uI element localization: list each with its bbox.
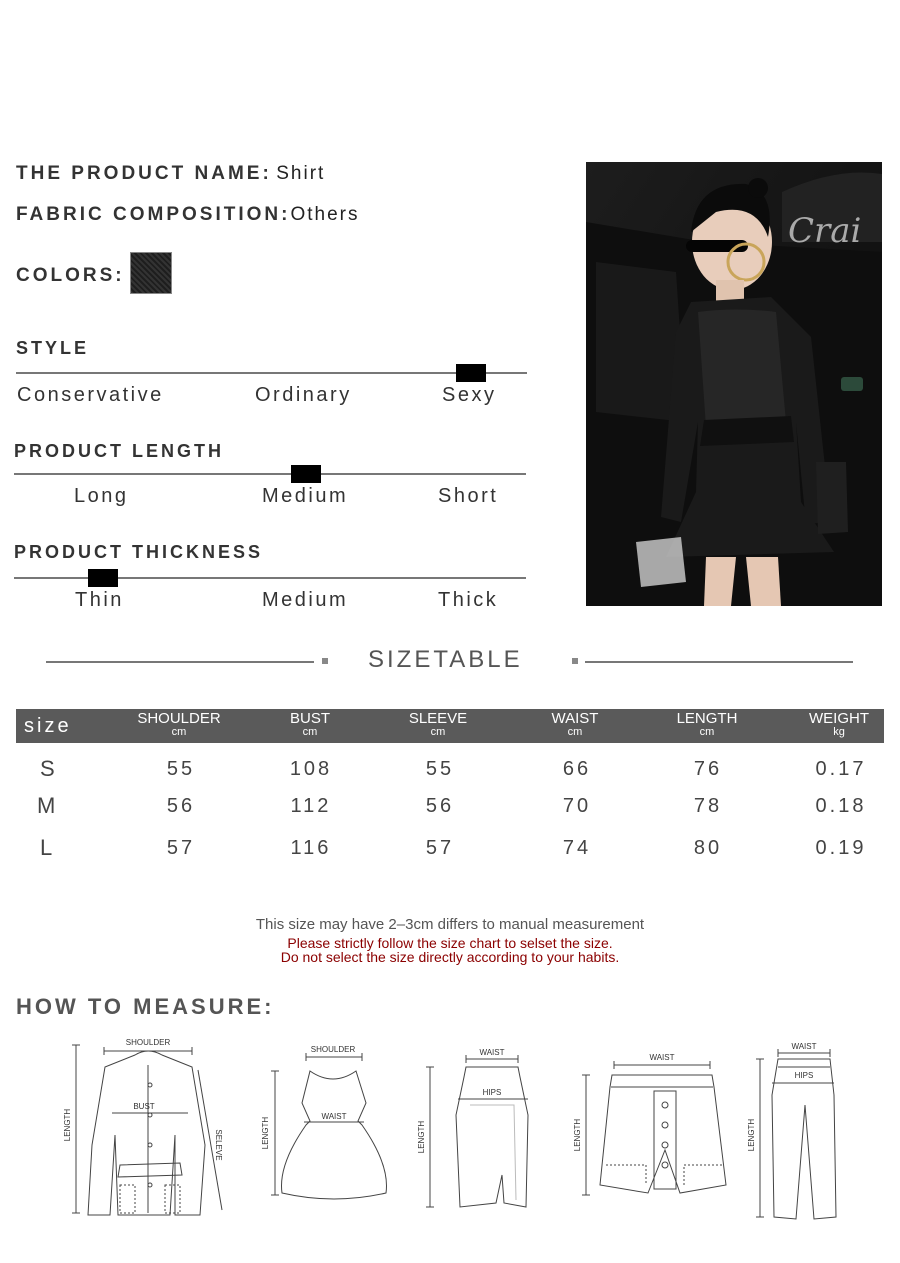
color-swatch-black[interactable] xyxy=(130,252,172,294)
shirt-shoulder-label: SHOULDER xyxy=(125,1038,171,1047)
table-cell: 76 xyxy=(693,758,723,780)
table-cell: 55 xyxy=(166,758,196,780)
shirt-bust-label: BUST xyxy=(133,1102,155,1111)
table-cell: 56 xyxy=(425,795,455,817)
length-scale-line xyxy=(14,473,526,475)
thickness-option-thin: Thin xyxy=(75,589,124,611)
table-cell: 80 xyxy=(693,837,723,859)
how-to-measure-title: HOW TO MEASURE: xyxy=(16,994,275,1019)
table-cell: 57 xyxy=(425,837,455,859)
shorts-length-label: LENGTH xyxy=(573,1118,582,1152)
thickness-title: PRODUCT THICKNESS xyxy=(14,542,264,562)
style-title: STYLE xyxy=(16,338,90,358)
sizetable-divider-left xyxy=(46,661,314,663)
fabric-value: Others xyxy=(290,204,360,225)
length-title: PRODUCT LENGTH xyxy=(14,441,224,461)
length-option-long: Long xyxy=(74,485,129,507)
table-cell: 56 xyxy=(166,795,196,817)
model-illustration xyxy=(586,162,882,606)
product-name-row xyxy=(16,163,325,185)
table-cell: 0.17 xyxy=(815,758,867,780)
sign-text: Crai xyxy=(788,211,862,251)
size-table-header xyxy=(16,709,884,743)
header-size: size xyxy=(24,715,72,737)
colors-label: COLORS: xyxy=(16,265,125,286)
product-name-value: Shirt xyxy=(276,163,326,184)
warning-note-2: Do not select the size directly according to your habits. xyxy=(280,949,620,965)
size-label: S xyxy=(40,756,55,781)
table-cell: 66 xyxy=(562,758,592,780)
measure-diagrams xyxy=(0,1025,900,1255)
table-cell: 70 xyxy=(562,795,592,817)
skirt-waist-label: WAIST xyxy=(479,1048,505,1057)
size-label: L xyxy=(40,835,53,860)
table-cell: 0.19 xyxy=(815,837,867,859)
dress-diagram xyxy=(271,1053,387,1199)
header-weight: WEIGHT kg xyxy=(809,710,869,738)
pants-waist-label: WAIST xyxy=(791,1042,817,1051)
sizetable-dot-right xyxy=(572,658,578,664)
product-name-label: THE PRODUCT NAME: xyxy=(16,163,272,184)
skirt-diagram xyxy=(426,1055,528,1207)
table-cell: 57 xyxy=(166,837,196,859)
shorts-diagram xyxy=(582,1061,726,1195)
thickness-option-medium: Medium xyxy=(262,589,349,611)
style-option-ordinary: Ordinary xyxy=(255,384,352,406)
header-waist: WAIST cm xyxy=(551,710,599,738)
table-cell: 0.18 xyxy=(815,795,867,817)
style-option-conservative: Conservative xyxy=(17,384,164,406)
header-shoulder: SHOULDER cm xyxy=(137,710,221,738)
sizetable-title: SIZETABLE xyxy=(368,646,523,673)
table-cell: 116 xyxy=(290,837,332,859)
style-scale-line xyxy=(16,372,527,374)
fabric-label: FABRIC COMPOSITION: xyxy=(16,204,291,225)
thickness-marker[interactable] xyxy=(88,569,118,587)
shirt-length-label: LENGTH xyxy=(63,1108,72,1142)
pants-length-label: LENGTH xyxy=(747,1118,756,1152)
dress-length-label: LENGTH xyxy=(261,1116,270,1150)
header-length: LENGTH cm xyxy=(676,710,738,738)
dress-shoulder-label: SHOULDER xyxy=(310,1045,356,1054)
skirt-length-label: LENGTH xyxy=(417,1120,426,1154)
pants-hips-label: HIPS xyxy=(794,1071,814,1080)
warning-note-1: Please strictly follow the size chart to selset the size. xyxy=(287,935,613,951)
thickness-option-thick: Thick xyxy=(438,589,499,611)
size-label: M xyxy=(37,793,56,818)
measurement-note: This size may have 2–3cm differs to manual measurement xyxy=(255,916,645,933)
shirt-sleeve-label: SELEVE xyxy=(214,1129,223,1161)
length-marker[interactable] xyxy=(291,465,321,483)
table-cell: 108 xyxy=(289,758,333,780)
header-bust: BUST cm xyxy=(289,710,330,738)
style-option-sexy: Sexy xyxy=(442,384,497,406)
colors-row xyxy=(16,265,125,287)
shirt-diagram xyxy=(72,1045,222,1215)
header-sleeve: SLEEVE cm xyxy=(408,710,468,738)
dress-waist-label: WAIST xyxy=(321,1112,347,1121)
style-marker[interactable] xyxy=(456,364,486,382)
product-photo xyxy=(586,162,882,606)
table-cell: 74 xyxy=(562,837,592,859)
table-cell: 112 xyxy=(290,795,332,817)
sizetable-divider-right xyxy=(585,661,853,663)
length-option-medium: Medium xyxy=(262,485,349,507)
shorts-waist-label: WAIST xyxy=(649,1053,675,1062)
length-option-short: Short xyxy=(438,485,499,507)
table-cell: 78 xyxy=(693,795,723,817)
sizetable-dot-left xyxy=(322,658,328,664)
skirt-hips-label: HIPS xyxy=(482,1088,502,1097)
table-cell: 55 xyxy=(425,758,455,780)
fabric-row xyxy=(16,204,359,226)
